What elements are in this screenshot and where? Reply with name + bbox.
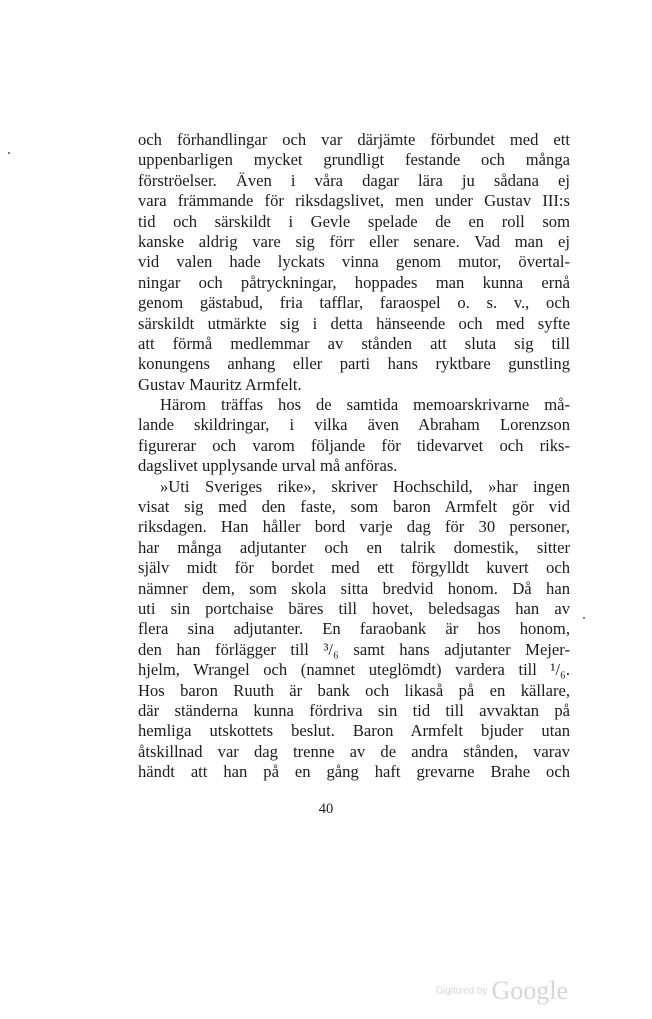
text-line: att förmå medlemmar av stånden att sluta sig till [138,333,570,353]
text-line: uti sin portchaise bäres till hovet, beledsagas han av [138,598,570,618]
text-line: tid och särskildt i Gevle spelade de en roll som [138,211,570,231]
text-line: Härom träffas hos de samtida memoarskrivarne må- [160,395,570,415]
text-line: flera sina adjutanter. En faraobank är hos honom, [138,619,570,639]
text-line: Hos baron Ruuth är bank och likaså på en källare, [138,680,570,700]
text-line: där ständerna kunna fördriva sin tid till avvaktan på [138,700,570,720]
text-line: vid valen hade lyckats vinna genom mutor, övertal- [138,252,570,272]
text-line: dagslivet upplysande urval må anföras. [138,456,398,476]
text-line: den han förlägger till ³/₆ samt hans adjutanter Mejer- [138,639,570,659]
text-line: händt att han på en gång haft grevarne Brahe och [138,762,570,782]
text-line: genom gästabud, fria tafflar, faraospel o. s. v., och [138,293,570,313]
text-line: riksdagen. Han håller bord varje dag för 30 personer, [138,517,570,537]
text-line: hjelm, Wrangel och (namnet uteglömdt) vardera till ¹/₆. [138,660,570,680]
text-line: figurerar och varom följande för tidevarvet och riks- [138,435,570,455]
text-line: ningar och påtryckningar, hoppades man kunna ernå [138,272,570,292]
scan-speck [583,617,585,619]
text-line: förströelser. Även i våra dagar lära ju sådana ej [138,170,570,190]
text-line: Gustav Mauritz Armfelt. [138,374,302,394]
google-logo: Google [491,976,568,1005]
text-line: särskildt utmärkte sig i detta hänseende och med syfte [138,313,570,333]
text-line: »Uti Sveriges rike», skriver Hochschild, »har ingen [160,476,570,496]
text-line: åtskillnad var dag trenne av de andra stånden, varav [138,741,570,761]
text-line: hemliga utskottets beslut. Baron Armfelt bjuder utan [138,721,570,741]
digitized-watermark [436,976,568,1006]
text-line: kanske aldrig vare sig förr eller senare. Vad man ej [138,231,570,251]
text-line: nämner dem, som skola sitta bredvid honom. Då han [138,578,570,598]
text-line: lande skildringar, i vilka även Abraham Lorenzson [138,415,570,435]
text-line: och förhandlingar och var därjämte förbundet med ett [138,130,570,149]
text-line: visat sig med den faste, som baron Armfelt gör vid [138,497,570,517]
page-number: 40 [318,801,334,817]
watermark-prefix: Digitized by [435,985,488,997]
text-line: själv midt för bordet med ett förgylldt kuvert och [138,558,570,578]
text-line: vara främmande för riksdagslivet, men under Gustav III:s [138,191,570,211]
text-line: konungens anhang eller parti hans ryktbare gunstling [138,354,570,374]
body-text [138,130,570,783]
scan-speck [8,152,10,154]
text-line: uppenbarligen mycket grundligt festande och många [138,150,570,170]
text-line: har många adjutanter och en talrik domestik, sitter [138,537,570,557]
